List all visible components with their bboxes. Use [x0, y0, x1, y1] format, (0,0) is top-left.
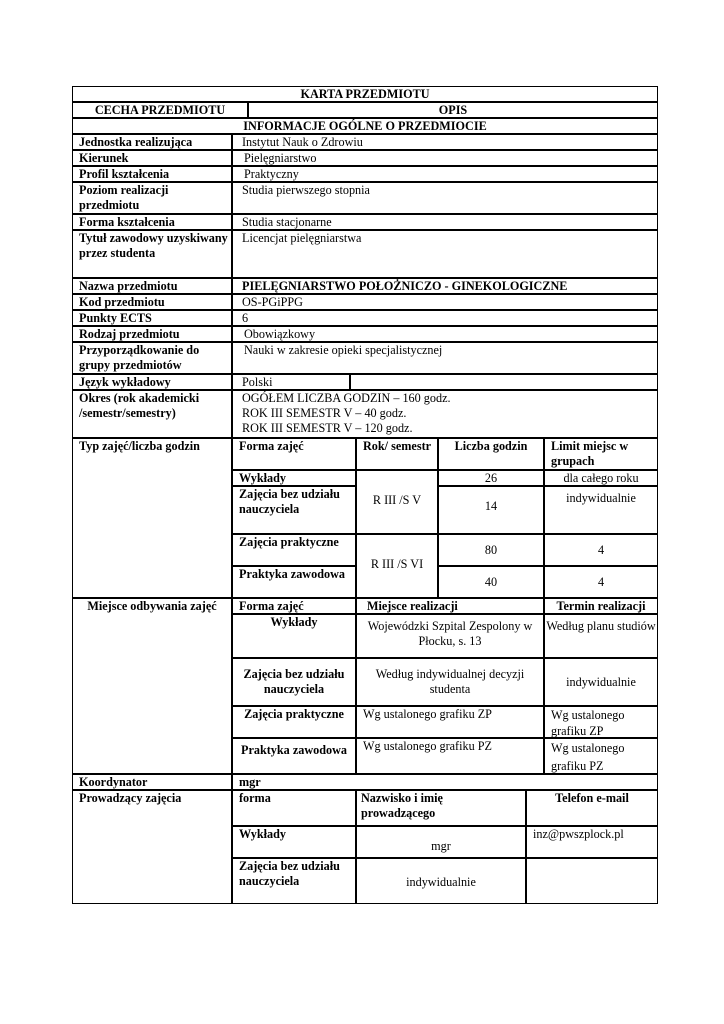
instructors-form-lectures: Wykłady	[232, 826, 356, 858]
classes-form-practical: Zajęcia praktyczne	[232, 534, 356, 566]
language-value: Polski	[232, 374, 350, 390]
degree-label: Tytuł zawodowy uzyskiwany przez studenta	[72, 230, 232, 278]
course-code-label: Kod przedmiotu	[72, 294, 232, 310]
venue-form-header: Forma zajęć	[232, 598, 356, 614]
venue-place-lectures: Wojewódzki Szpital Zespolony w Płocku, s. 13	[356, 614, 544, 658]
course-code-value: OS-PGiPPG	[232, 294, 658, 310]
course-card-table	[72, 86, 658, 904]
venue-form-lectures: Wykłady	[232, 614, 356, 658]
classes-hours-header: Liczba godzin	[438, 438, 544, 470]
instructors-contact-self-study	[526, 858, 658, 904]
venue-form-self-study: Zajęcia bez udziału nauczyciela	[232, 658, 356, 706]
course-type-label: Rodzaj przedmiotu	[72, 326, 232, 342]
profile-label: Profil kształcenia	[72, 166, 232, 182]
group-value: Nauki w zakresie opieki specjalistycznej	[232, 342, 658, 374]
classes-year-b: R III /S VI	[356, 534, 438, 598]
instructors-label: Prowadzący zajęcia	[72, 790, 232, 904]
unit-value: Instytut Nauk o Zdrowiu	[232, 134, 658, 150]
classes-form-header: Forma zajęć	[232, 438, 356, 470]
card-title: KARTA PRZEDMIOTU	[72, 86, 658, 102]
coordinator-label: Koordynator	[72, 774, 232, 790]
profile-value: Praktyczny	[232, 166, 658, 182]
period-line-total: OGÓŁEM LICZBA GODZIN – 160 godz.	[242, 391, 451, 405]
instructors-name-lectures: mgr	[356, 826, 526, 858]
study-form-value: Studia stacjonarne	[232, 214, 658, 230]
course-name-value: PIELĘGNIARSTWO POŁOŻNICZO - GINEKOLOGICZNE	[232, 278, 658, 294]
course-name-label: Nazwa przedmiotu	[72, 278, 232, 294]
venue-term-lectures: Według planu studiów	[544, 614, 658, 658]
field-value: Pielęgniarstwo	[232, 150, 658, 166]
venue-form-practical: Zajęcia praktyczne	[232, 706, 356, 738]
venue-place-practical: Wg ustalonego grafiku ZP	[356, 706, 544, 738]
language-empty-cell	[350, 374, 658, 390]
instructors-contact-lectures: inz@pwszplock.pl	[526, 826, 658, 858]
instructors-name-self-study: indywidualnie	[356, 858, 526, 904]
period-value	[232, 390, 658, 438]
instructors-name-header: Nazwisko i imię prowadzącego	[356, 790, 526, 826]
language-label: Język wykładowy	[72, 374, 232, 390]
coordinator-value: mgr	[232, 774, 658, 790]
course-type-value: Obowiązkowy	[232, 326, 658, 342]
classes-hours-lectures: 26	[438, 470, 544, 486]
classes-form-internship: Praktyka zawodowa	[232, 566, 356, 598]
description-column-header: OPIS	[248, 102, 658, 118]
study-form-label: Forma kształcenia	[72, 214, 232, 230]
classes-hours-self-study: 14	[438, 486, 544, 534]
instructors-contact-header: Telefon e-mail	[526, 790, 658, 826]
degree-value: Licencjat pielęgniarstwa	[232, 230, 658, 278]
class-types-label: Typ zajęć/liczba godzin	[72, 438, 232, 598]
venue-term-practical: Wg ustalonego grafiku ZP	[544, 706, 658, 738]
level-label: Poziom realizacji przedmiotu	[72, 182, 232, 214]
venue-form-internship: Praktyka zawodowa	[232, 738, 356, 774]
period-line-sem-a: ROK III SEMESTR V – 40 godz.	[242, 406, 407, 420]
level-value: Studia pierwszego stopnia	[232, 182, 658, 214]
venue-label: Miejsce odbywania zajęć	[72, 598, 232, 774]
classes-form-self-study: Zajęcia bez udziału nauczyciela	[232, 486, 356, 534]
instructors-form-header: forma	[232, 790, 356, 826]
venue-term-self-study: indywidualnie	[544, 658, 658, 706]
venue-place-self-study: Według indywidualnej decyzji studenta	[356, 658, 544, 706]
unit-label: Jednostka realizująca	[72, 134, 232, 150]
field-label: Kierunek	[72, 150, 232, 166]
period-line-sem-b: ROK III SEMESTR V – 120 godz.	[242, 421, 413, 435]
classes-limit-practical: 4	[544, 534, 658, 566]
venue-term-internship: Wg ustalonego grafiku PZ	[544, 738, 658, 774]
classes-year-a: R III /S V	[356, 470, 438, 534]
instructors-form-self-study: Zajęcia bez udziału nauczyciela	[232, 858, 356, 904]
venue-place-header: Miejsce realizacji	[356, 598, 544, 614]
classes-year-header: Rok/ semestr	[356, 438, 438, 470]
venue-place-internship: Wg ustalonego grafiku PZ	[356, 738, 544, 774]
general-info-header: INFORMACJE OGÓLNE O PRZEDMIOCIE	[72, 118, 658, 134]
venue-term-header: Termin realizacji	[544, 598, 658, 614]
classes-limit-header: Limit miejsc w grupach	[544, 438, 658, 470]
feature-column-header: CECHA PRZEDMIOTU	[72, 102, 248, 118]
period-label: Okres (rok akademicki /semestr/semestry)	[72, 390, 232, 438]
ects-value: 6	[232, 310, 658, 326]
classes-form-lectures: Wykłady	[232, 470, 356, 486]
ects-label: Punkty ECTS	[72, 310, 232, 326]
classes-limit-lectures: dla całego roku	[544, 470, 658, 486]
classes-limit-internship: 4	[544, 566, 658, 598]
classes-limit-self-study: indywidualnie	[544, 486, 658, 534]
classes-hours-practical: 80	[438, 534, 544, 566]
group-label: Przyporządkowanie do grupy przedmiotów	[72, 342, 232, 374]
classes-hours-internship: 40	[438, 566, 544, 598]
